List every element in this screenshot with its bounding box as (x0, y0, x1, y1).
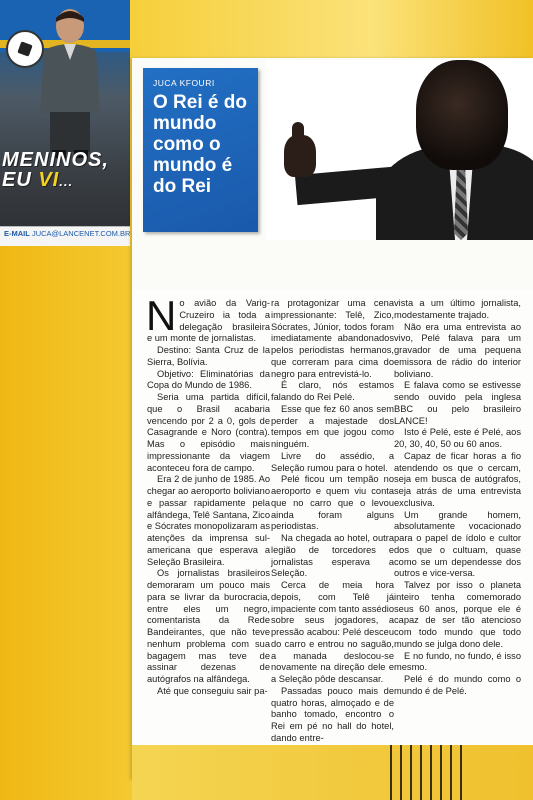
soccer-ball-icon (6, 30, 44, 68)
column-title-line1: MENINOS, (2, 149, 109, 171)
paragraph: Seria uma partida difícil, que o Brasil acabaria vencendo por 2 a 0, gols de Casagrande e Noro (contra). Mas o episódio mais impressionante da viagem aconteceu fora de campo. (147, 392, 270, 473)
paragraph: No avião da Varig-Cruzeiro ia toda a delegação brasileira e um monte de jornalistas. (146, 292, 270, 344)
top-background-strip (130, 0, 533, 58)
paragraph: É claro, nós estamos falando do Rei Pelé. (271, 380, 394, 402)
article-column-1 (146, 292, 271, 698)
column-title-line2: EU VI... (2, 169, 74, 191)
drop-cap: N (146, 292, 177, 339)
paragraph: Não era uma entrevista ao vivo, Pelé falava para um gravador de uma pequena emissora de rádio do interior boliviano. (394, 321, 521, 379)
column-title (2, 150, 130, 192)
paragraph: ra protagonizar uma cena impressionante: Telê, Zico, Sócrates, Júnior, todos foram imediatamente abandonados pelos periodistas hermanos, que correram para cima do negro para entrevistá-lo. (271, 298, 394, 379)
paragraph: Talvez por isso o planeta inteiro tenha comemorado seus 60 anos, porque ele é capaz de ser tão atencioso com todo mundo que todo mundo se julga dono dele. (394, 580, 521, 649)
article-headline: O Rei é do mundo como o mundo é do Rei (153, 92, 247, 197)
article-author: JUCA KFOURI (153, 78, 215, 88)
paragraph: Passadas pouco mais de quatro horas, almoçado e de banho tomado, encontro o Rei em pé no hall do hotel, dando entre- (271, 685, 394, 743)
article-column-3 (394, 298, 521, 698)
paragraph: Um grande homem, absolutamente vocacionado para o papel de ídolo e cultor dos que o cultuam, quase como se um dependesse dos outros e vice-versa. (394, 509, 521, 579)
paragraph: E no fundo, no fundo, é isso mesmo. (394, 650, 521, 673)
paragraph: Era 2 de junho de 1985. Ao chegar ao aeroporto boliviano e passar rapidamente pela alfândega, Telê Santana, Zico e Sócrates monopolizaram as atenções da imprensa sul-americana que esperava a Seleção Brasileira. (147, 474, 271, 567)
paragraph: Os jornalistas brasileiros demoraram um pouco mais para se livrar da burocracia, entre eles um negro, comentarista da Rede Bandeirantes, que não teve nenhum problema com sua bagagem mas teve de assinar dezenas de autógrafos na alfândega. (147, 568, 270, 684)
paragraph: Livre do assédio, a Seleção rumou para o hotel. (271, 450, 394, 473)
paragraph: Objetivo: Eliminatórias da Copa do Mundo de 1986. (147, 368, 270, 391)
decorative-stripes (388, 745, 488, 800)
paragraph: Capaz de ficar horas a fio atendendo os que o cercam, seja em busca de autógrafos, seja atrás de uma entrevista exclusiva. (394, 450, 521, 508)
paragraph: Pelé ficou um tempão no aeroporto e quem viu conta que no carro que o levou ainda foram alguns periodistas. (271, 474, 394, 532)
column-header-panel (0, 0, 130, 245)
columnist-email: E-MAIL JUCA@LANCENET.COM.BR (4, 229, 131, 238)
article-column-2 (271, 298, 394, 745)
paragraph: E falava como se estivesse sendo ouvido pela inglesa BBC ou pelo brasileiro LANCE! (394, 380, 521, 426)
paragraph: Isto é Pelé, este é Pelé, aos 20, 30, 40, 50 ou 60 anos. (394, 427, 521, 449)
columnist-photo (30, 4, 110, 164)
paragraph: Esse que fez 60 anos sem perder a majestade dos tempos em que jogou como ninguém. (271, 403, 394, 449)
pele-photo (266, 60, 533, 240)
paragraph: Até que conseguiu sair pa- (157, 685, 268, 696)
paragraph: vista a um último jornalista, modestamente trajado. (394, 298, 521, 320)
paragraph: Destino: Santa Cruz de la Sierra, Bolívia. (147, 345, 270, 367)
paragraph: Pelé é do mundo como o mundo é de Pelé. (394, 674, 521, 696)
paragraph: Cerca de meia hora depois, com Telê já impaciente com tanto assédio sobre seus jogadores, a pressão acabou: Pelé desceu do carro e entrou no saguão, a manada deslocou-se novamente na direção dele e a Seleção pôde descansar. (271, 580, 394, 684)
paragraph: Na chegada ao hotel, outra legião de torcedores e jornalistas esperava a Seleção. (271, 533, 394, 579)
